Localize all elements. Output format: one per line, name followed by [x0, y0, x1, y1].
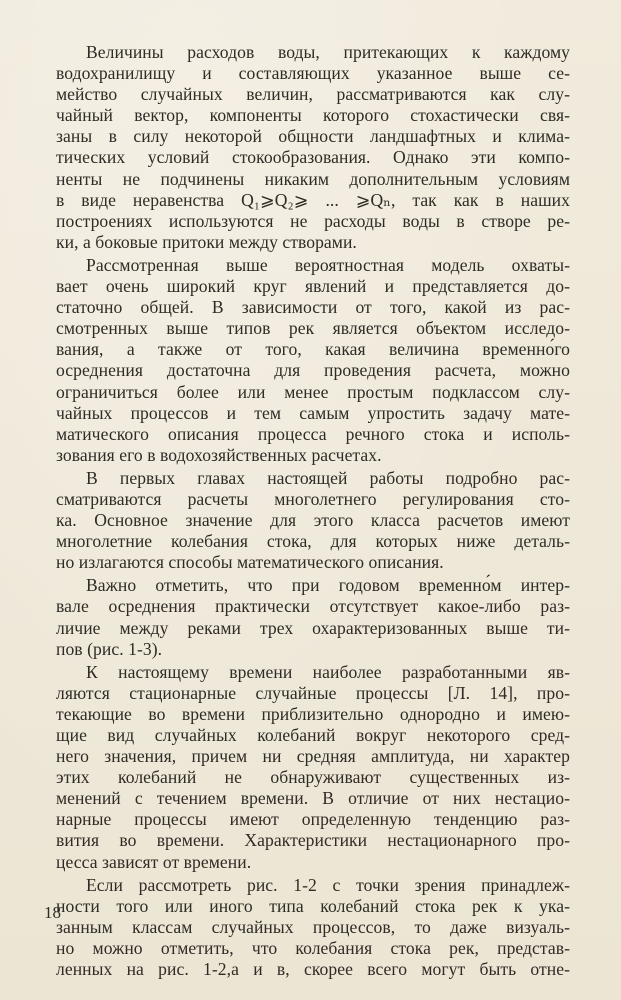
text-line: ненты не подчинены никаким дополнительным условиям [56, 168, 570, 189]
text-line: К настоящему времени наиболее разработанными яв- [86, 661, 570, 682]
paragraph [56, 468, 570, 573]
text-line: ки, а боковые притоки между створами. [56, 231, 357, 252]
text-line: щие вид случайных колебаний вокруг некоторого сред- [56, 725, 570, 745]
paragraph [56, 875, 570, 980]
text-line: вале осреднения практически отсутствует какое-либо раз- [56, 596, 570, 617]
text-line: статочно общей. В зависимости от того, какой из рас- [56, 297, 570, 318]
text-line: Величины расходов воды, притекающих к каждому [86, 42, 570, 62]
text-line: чайных процессов и тем самым упростить задачу мате- [56, 402, 570, 423]
text-line: цесса зависят от времени. [56, 851, 252, 872]
text-line: водохранилищу и составляющих указанное выше се- [56, 63, 570, 84]
text-line: заны в силу некоторой общности ландшафтных и клима- [56, 126, 570, 147]
body-text [56, 42, 570, 982]
page-number: 18 [44, 903, 61, 922]
text-line: осреднения достаточна для проведения расчета, можно [56, 360, 570, 381]
text-line: матического описания процесса речного стока и исполь- [56, 423, 570, 444]
text-line: вает очень широкий круг явлений и представляется до- [56, 276, 570, 297]
text-line: тических условий стокообразования. Однако эти компо- [56, 147, 570, 168]
text-line: пов (рис. 1-3). [56, 638, 163, 659]
text-line: чайный вектор, компоненты которого стохастически свя- [56, 105, 570, 126]
paragraph [56, 662, 570, 873]
text-line: зования его в водохозяйственных расчетах. [56, 444, 382, 465]
text-line: построениях используются не расходы воды в створе ре- [56, 210, 570, 231]
text-line: но излагаются способы математического описания. [56, 552, 444, 573]
text-line: текающие во времени приблизительно однородно и имею- [56, 703, 570, 724]
text-line: смотренных выше типов рек является объектом исследо- [56, 318, 570, 339]
text-line: него значения, причем ни средняя амплитуда, ни характер [56, 746, 570, 767]
text-line: В первых главах настоящей работы подробно рас- [86, 467, 570, 488]
text-line: менений с течением времени. В отличие от них нестацио- [56, 788, 570, 809]
text-line: сматриваются расчеты многолетнего регулирования сто- [56, 488, 570, 509]
text-line: вития во времени. Характеристики нестационарного про- [56, 830, 570, 851]
text-line: личие между реками трех охарактеризованных выше ти- [56, 617, 570, 638]
text-line: Если рассмотреть рис. 1-2 с точки зрения принадлеж- [86, 874, 570, 895]
text-line: занным классам случайных процессов, то даже визуаль- [56, 916, 570, 937]
text-line: нарные процессы имеют определенную тенденцию раз- [56, 809, 570, 830]
text-line: ленных на рис. 1-2,а и в, скорее всего могут быть отне- [56, 959, 570, 980]
paragraph [56, 255, 570, 466]
text-line: Важно отметить, что при годовом временно́м интер- [86, 575, 570, 596]
text-line: ности того или иного типа колебаний стока рек к ука- [56, 895, 570, 916]
text-line: ограничиться более или менее простым подклассом слу- [56, 381, 570, 402]
text-line: ка. Основное значение для этого класса расчетов имеют [56, 510, 570, 531]
text-line: вания, а также от того, какая величина временно́го [56, 339, 570, 360]
text-line: этих колебаний не обнаруживают существенных из- [56, 767, 570, 788]
text-line: ляются стационарные случайные процессы [Л. 14], про- [56, 682, 570, 703]
paragraph [56, 42, 570, 253]
paragraph [56, 575, 570, 659]
text-line: мейство случайных величин, рассматриваются как слу- [56, 84, 570, 105]
text-line: Рассмотренная выше вероятностная модель охваты- [86, 254, 570, 275]
text-line: в виде неравенства Q₁⩾Q₂⩾ ... ⩾Qₙ, так как в наших [56, 189, 570, 210]
text-line: многолетние колебания стока, для которых ниже деталь- [56, 531, 570, 552]
text-line: но можно отметить, что колебания стока рек, представ- [56, 937, 570, 958]
